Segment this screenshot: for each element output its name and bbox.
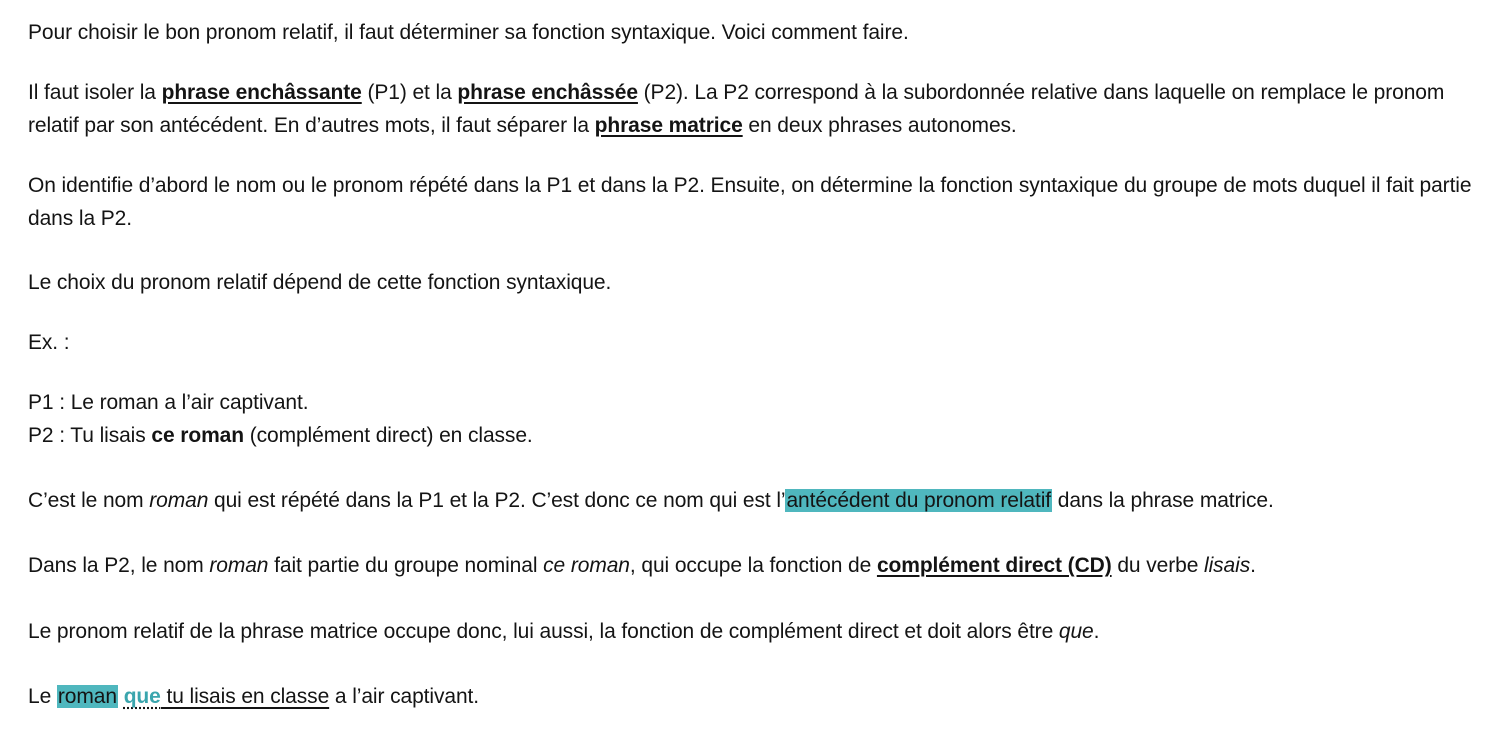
text: P2 : Tu lisais (28, 424, 152, 447)
text: Le pronom relatif de la phrase matrice occupe donc, lui aussi, la fonction de complément direct et doit alors être (28, 620, 1059, 643)
isolation-paragraph (28, 76, 1483, 142)
text: Le (28, 685, 57, 708)
italic-text: lisais (1204, 554, 1251, 577)
text: (P2). La P2 correspond à la subordonnée relative dans laquelle on remplace le pronom relatif par son antécédent. En d’autres mots, il faut séparer la (28, 81, 1445, 137)
text: dans la phrase matrice. (1052, 489, 1274, 512)
relative-clause: tu lisais en classe (160, 685, 330, 708)
bold-text: ce roman (151, 424, 244, 447)
relative-pronoun: que (123, 685, 161, 708)
text: fait partie du groupe nominal (268, 554, 544, 577)
example-block (28, 386, 1483, 452)
italic-text: ce roman (543, 554, 630, 577)
article-content (28, 16, 1483, 713)
example-p2 (28, 419, 1483, 452)
italic-text: que (1058, 620, 1094, 643)
identification-paragraph: On identifie d’abord le nom ou le pronom répété dans la P1 et dans la P2. Ensuite, on détermine la fonction syntaxique du groupe de mots duquel il fait partie dans la P2. (28, 174, 1472, 230)
function-paragraph (28, 549, 1483, 582)
text: en deux phrases autonomes. (742, 114, 1017, 137)
choice-paragraph: Le choix du pronom relatif dépend de cette fonction syntaxique. (28, 271, 612, 294)
antecedent-paragraph (28, 484, 1483, 517)
text: . (1093, 620, 1100, 643)
italic-text: roman (209, 554, 269, 577)
text: du verbe (1111, 554, 1205, 577)
text: a l’air captivant. (329, 685, 479, 708)
text: , qui occupe la fonction de (629, 554, 877, 577)
text: (complément direct) en classe. (243, 424, 533, 447)
conclusion-paragraph (28, 615, 1483, 648)
italic-text: roman (149, 489, 209, 512)
example-label: Ex. : (28, 331, 70, 354)
highlighted-text: antécédent du pronom relatif (786, 489, 1051, 512)
text: Dans la P2, le nom (28, 554, 210, 577)
text: C’est le nom (28, 489, 150, 512)
antecedent-highlight: roman (57, 685, 117, 708)
text: qui est répété dans la P1 et la P2. C’est donc ce nom qui est l’ (208, 489, 786, 512)
text: Il faut isoler la (28, 81, 162, 104)
complement-direct-link[interactable]: complément direct (CD) (876, 554, 1112, 577)
example-p1: P1 : Le roman a l’air captivant. (28, 391, 309, 414)
text: . (1250, 554, 1256, 577)
final-example (28, 680, 1483, 713)
phrase-enchassante-link[interactable]: phrase enchâssante (161, 81, 362, 104)
phrase-matrice-link[interactable]: phrase matrice (594, 114, 743, 137)
intro-paragraph: Pour choisir le bon pronom relatif, il faut déterminer sa fonction syntaxique. Voici comment faire. (28, 21, 909, 44)
phrase-enchassee-link[interactable]: phrase enchâssée (457, 81, 638, 104)
text: (P1) et la (361, 81, 458, 104)
